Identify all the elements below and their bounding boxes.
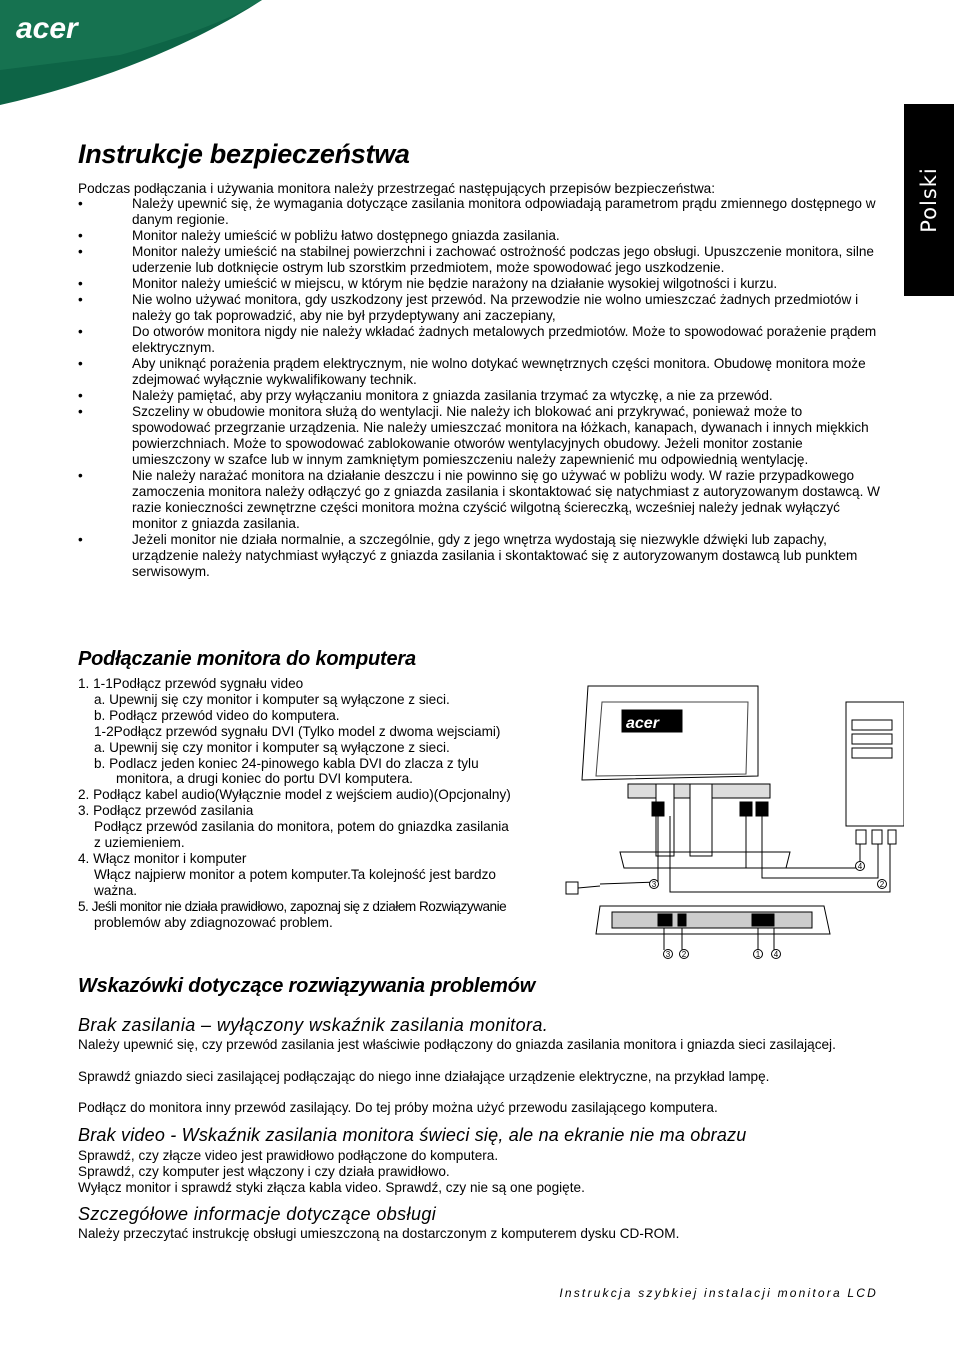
paragraph: Należy upewnić się, czy przewód zasilania jest właściwie podłączony do gniazda zasilania monitora i gniazda sieci zasilającej. [78,1037,836,1052]
list-item: • Należy pamiętać, aby przy wyłączaniu monitora z gniazda zasilania trzymać za wtyczkę, a nie za przewód. [78,388,883,404]
list-item: • Aby uniknąć porażenia prądem elektrycznym, nie wolno dotykać wewnętrznych części monitora. Obudowę monitora może zdejmować wyłącznie wykwalifikowany technik. [78,356,883,388]
step-line: b. Podłącz przewód video do komputera. [94,707,340,723]
step-line: 3. Podłącz przewód zasilania [78,803,254,819]
step-line: a. Upewnij się czy monitor i komputer są wyłączone z sieci. [94,739,450,755]
callout-label: 2 [681,950,687,959]
callout-label: 2 [879,880,885,889]
callout-label: 3 [665,950,671,959]
list-item: • Monitor należy umieścić na stabilnej powierzchni i zachować ostrożność podczas jego obsługi. Upuszczenie monitora, silne uderzenie lub dotknięcie ostrym lub szorstkim przedmiotem, może spowodować jego uszkodzenie. [78,244,883,276]
connect-heading: Podłączanie monitora do komputera [78,648,416,670]
connection-diagram [560,672,904,962]
paragraph: Podłącz do monitora inny przewód zasilający. Do tej próby można użyć przewodu zasilającego komputera. [78,1100,718,1115]
list-item: • Nie należy narażać monitora na działanie deszczu i nie powinno się go używać w pobliżu wody. W razie przypadkowego zamoczenia monitora należy odłączyć go z gniazda zasilania i skontaktować się natychmiast z autoryzowanym dostawcą. W razie konieczności zewnętrzne części monitora można czyścić wilgotną ściereczką, wcześniej należy jednak wyłączyć monitor z gniazda zasilania. [78,468,883,532]
pc-tower [846,702,904,826]
safety-list [78,196,883,580]
step-line: problemów aby zdiagnozować problem. [94,914,333,930]
safety-intro: Podczas podłączania i używania monitora należy przestrzegać następujących przepisów bezpieczeństwa: [78,181,715,196]
list-item: • Jeżeli monitor nie działa normalnie, a szczególnie, gdy z jego wnętrza wydostają się niezwykle dźwięki lub zapachy, urządzenie należy natychmiast wyłączyć z gniazda zasilania i skontaktować się z autoryzowanym dostawcą lub punktem serwisowym. [78,532,883,580]
step-line: 5. Jeśli monitor nie działa prawidłowo, zapoznaj się z działem Rozwiązywanie [78,898,507,914]
banner-graphic [0,0,300,110]
subsection-heading: Szczegółowe informacje dotyczące obsługi [78,1204,437,1224]
language-tab-label: Polski [917,167,941,233]
step-line: a. Upewnij się czy monitor i komputer są wyłączone z sieci. [94,691,450,707]
paragraph: Wyłącz monitor i sprawdź styki złącza kabla video. Sprawdź, czy nie są one pogięte. [78,1180,585,1195]
paragraph: Należy przeczytać instrukcję obsługi umieszczoną na dostarczonym z komputerem dysku CD-ROM. [78,1226,680,1241]
list-item: • Należy upewnić się, że wymagania dotyczące zasilania monitora odpowiadają parametrom prądu zmiennego dostępnego w danym regionie. [78,196,883,228]
page-title: Instrukcje bezpieczeństwa [78,139,410,169]
step-line: 2. Podłącz kabel audio(Wyłącznie model z wejściem audio)(Opcjonalny) [78,787,511,803]
troubleshoot-heading: Wskazówki dotyczące rozwiązywania problemów [78,975,536,997]
header-banner [0,0,300,110]
list-item: • Monitor należy umieścić w miejscu, w którym nie będzie narażony na działanie wysokiej wilgotności i kurzu. [78,276,883,292]
list-item: • Szczeliny w obudowie monitora służą do wentylacji. Nie należy ich blokować ani przykrywać, ponieważ może to spowodować przegrzanie urządzenia. Nie należy umieszczać monitora na łóżkach, kanapach, dywanach i innych miękkich powierzchniach. Może to spowodować zablokowanie otworów wentylacyjnych obudowy. Jeżeli monitor zostanie umieszczony w szafce lub w innym zamkniętym pomieszczeniu należy zapewnienić mu odpowiednią wentylację. [78,404,883,468]
monitor-back [582,686,758,780]
paragraph: Sprawdź gniazdo sieci zasilającej podłączając do niego inne działające urządzenie elektryczne, na przykład lampę. [78,1069,770,1084]
callout-label: 1 [755,950,761,959]
step-line: monitora, a drugi koniec do portu DVI komputera. [116,771,413,787]
callout-label: 3 [651,880,657,889]
step-line: 4. Włącz monitor i komputer [78,850,247,866]
list-item: • Monitor należy umieścić w pobliżu łatwo dostępnego gniazda zasilania. [78,228,883,244]
subsection-heading: Brak video - Wskaźnik zasilania monitora świeci się, ale na ekranie nie ma obrazu [78,1125,747,1145]
step-line: 1. 1-1Podłącz przewód sygnału video [78,676,304,691]
page-footer: Instrukcja szybkiej instalacji monitora LCD [559,1286,878,1300]
callout-label: 4 [773,950,779,959]
list-item: • Nie wolno używać monitora, gdy uszkodzony jest przewód. Na przewodzie nie wolno umieszczać żadnych przedmiotów i należy go tak poprowadzić, aby nie był przydeptywany ani zaczepiany, [78,292,883,324]
connect-steps [78,676,588,931]
step-line: z uziemieniem. [94,835,185,851]
list-item: • Do otworów monitora nigdy nie należy wkładać żadnych metalowych przedmiotów. Może to spowodować porażenie prądem elektrycznym. [78,324,883,356]
monitor-acer-logo: acer [626,715,659,732]
step-line: Włącz najpierw monitor a potem komputer.Ta kolejność jest bardzo [94,866,496,882]
subsection-heading: Brak zasilania – wyłączony wskaźnik zasilania monitora. [78,1015,549,1035]
callout-label: 4 [857,862,863,871]
step-line: ważna. [94,882,138,898]
language-tab [904,104,954,296]
acer-logo: acer [16,12,78,45]
step-line: b. Podlacz jeden koniec 24-pinowego kabla DVI do zlacza z tylu [94,755,479,771]
step-line: 1-2Podłącz przewód sygnału DVI (Tylko model z dwoma wejsciami) [94,723,501,739]
paragraph: Sprawdź, czy złącze video jest prawidłowo podłączone do komputera. [78,1148,499,1163]
step-line: Podłącz przewód zasilania do monitora, potem do gniazdka zasilania [94,819,509,835]
paragraph: Sprawdź, czy komputer jest włączony i czy działa prawidłowo. [78,1164,450,1179]
